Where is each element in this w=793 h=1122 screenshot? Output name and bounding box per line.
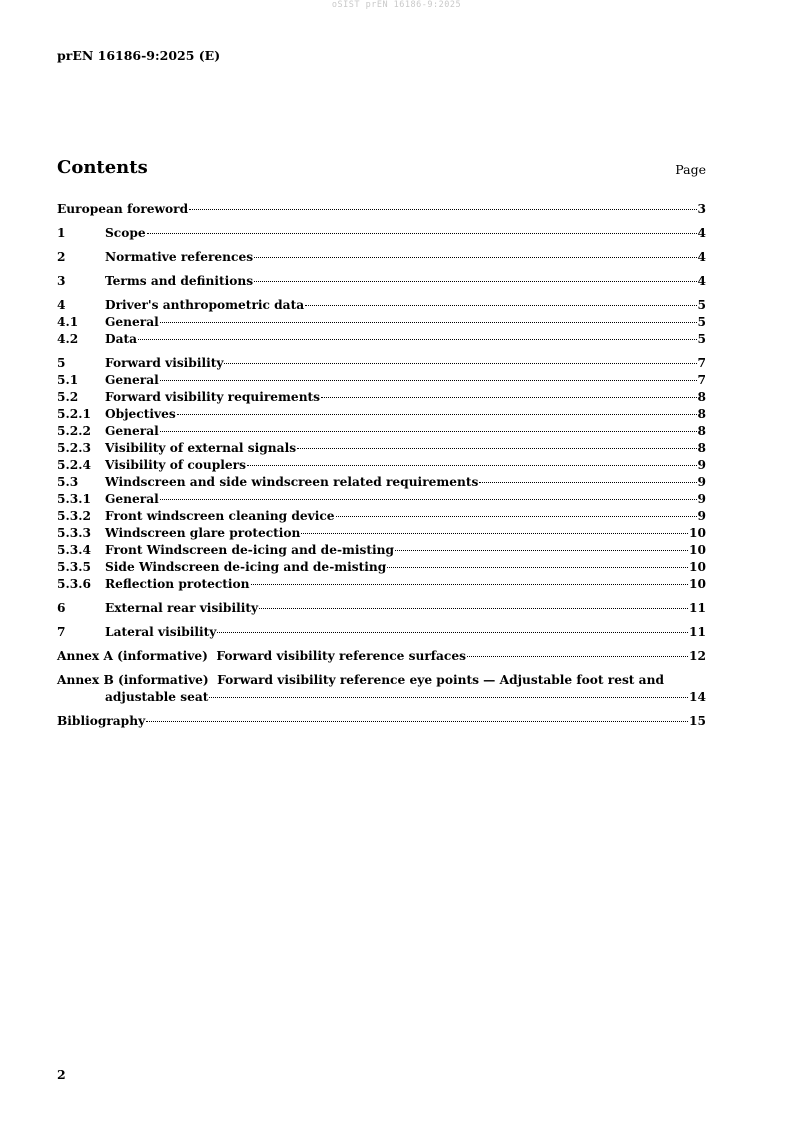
- document-id: prEN 16186-9:2025 (E): [57, 48, 221, 63]
- toc-entry-page: 8: [697, 407, 706, 421]
- dot-leader: [251, 584, 688, 585]
- dot-leader: [160, 322, 697, 323]
- toc-entry-number: 5.3: [57, 475, 79, 489]
- toc-entry-4-1[interactable]: [57, 314, 706, 331]
- toc-entry-page: 11: [689, 625, 706, 639]
- toc-entry-number: 5.2.2: [57, 424, 91, 438]
- toc-entry-page: 4: [697, 250, 706, 264]
- toc-entry-title: Forward visibility: [105, 356, 224, 370]
- toc-entry-title: Front windscreen cleaning device: [105, 509, 335, 523]
- toc-entry-number: 5.3.5: [57, 560, 91, 574]
- toc-entry-page: 9: [697, 509, 706, 523]
- toc-entry-title: External rear visibility: [105, 601, 259, 615]
- toc-entry-title: General: [105, 424, 159, 438]
- toc-entry-title: Objectives: [105, 407, 176, 421]
- dot-leader: [189, 209, 696, 210]
- toc-entry-title: Scope: [105, 226, 146, 240]
- toc-entry-number: 5.3.6: [57, 577, 91, 591]
- dot-leader: [247, 465, 697, 466]
- toc-entry-title-line2-row: [57, 689, 706, 706]
- toc-entry-number: 5.1: [57, 373, 79, 387]
- toc-entry-5-3-1[interactable]: [57, 491, 706, 508]
- dot-leader: [160, 499, 697, 500]
- toc-entry-number: 5.2.3: [57, 441, 91, 455]
- dot-leader: [301, 533, 688, 534]
- toc-entry-rear-visibility[interactable]: [57, 600, 706, 617]
- dot-leader: [138, 339, 697, 340]
- toc-entry-title: Forward visibility requirements: [105, 390, 321, 404]
- toc-entry-title: Terms and definitions: [105, 274, 254, 288]
- dot-leader: [217, 632, 688, 633]
- toc-entry-title: Data: [105, 332, 137, 346]
- toc-entry-page: 8: [697, 424, 706, 438]
- toc-entry-title: Front Windscreen de-icing and de-misting: [105, 543, 395, 557]
- toc-entry-number: 4.2: [57, 332, 79, 346]
- dot-leader: [254, 257, 696, 258]
- toc-entry-title: Windscreen glare protection: [105, 526, 301, 540]
- toc-entry-page: 10: [689, 560, 706, 574]
- toc-entry-title: Side Windscreen de-icing and de-misting: [105, 560, 387, 574]
- dot-leader: [224, 363, 696, 364]
- dot-leader: [160, 380, 697, 381]
- toc-entry-5-2-3[interactable]: [57, 440, 706, 457]
- toc-entry-forward-visibility[interactable]: [57, 355, 706, 372]
- toc-entry-title: European foreword: [57, 202, 189, 216]
- toc-entry-page: 8: [697, 441, 706, 455]
- toc-entry-number: 3: [57, 274, 66, 288]
- toc-entry-anthropometric-data[interactable]: [57, 297, 706, 314]
- toc-entry-title: General: [105, 315, 159, 329]
- toc-entry-number: 5.3.3: [57, 526, 91, 540]
- toc-entry-title: Normative references: [105, 250, 254, 264]
- toc-entry-page: 3: [697, 202, 706, 216]
- toc-entry-5-1[interactable]: [57, 372, 706, 389]
- toc-entry-4-2[interactable]: [57, 331, 706, 348]
- toc-entry-5-3-3[interactable]: [57, 525, 706, 542]
- toc-entry-page: 7: [697, 356, 706, 370]
- toc-entry-page: 4: [697, 274, 706, 288]
- toc-entry-title: Reflection protection: [105, 577, 250, 591]
- dot-leader: [259, 608, 688, 609]
- toc-entry-title: Visibility of external signals: [105, 441, 297, 455]
- toc-entry-number: 6: [57, 601, 66, 615]
- dot-leader: [254, 281, 696, 282]
- toc-entry-page: 10: [689, 543, 706, 557]
- toc-entry-title: Annex A (informative) Forward visibility reference surfaces: [57, 649, 466, 663]
- toc-entry-page: 12: [689, 649, 706, 663]
- toc-entry-page: 4: [697, 226, 706, 240]
- toc-entry-number: 4.1: [57, 315, 79, 329]
- toc-entry-page: 15: [689, 714, 706, 728]
- toc-entry-normative-references[interactable]: [57, 249, 706, 266]
- toc-entry-page: 9: [697, 458, 706, 472]
- dot-leader: [395, 550, 688, 551]
- toc-entry-lateral-visibility[interactable]: [57, 624, 706, 641]
- toc-entry-number: 5.2.1: [57, 407, 91, 421]
- toc-entry-5-2-1[interactable]: [57, 406, 706, 423]
- watermark: oSIST prEN 16186-9:2025: [331, 0, 462, 10]
- toc-entry-page: 14: [689, 690, 706, 704]
- toc-entry-number: 5.2: [57, 390, 79, 404]
- dot-leader: [297, 448, 696, 449]
- toc-entry-5-3[interactable]: [57, 474, 706, 491]
- toc-entry-5-3-5[interactable]: [57, 559, 706, 576]
- toc-entry-page: 9: [697, 492, 706, 506]
- toc-entry-page: 5: [697, 315, 706, 329]
- toc-entry-5-2-2[interactable]: [57, 423, 706, 440]
- toc-entry-bibliography[interactable]: [57, 713, 706, 730]
- dot-leader: [177, 414, 697, 415]
- dot-leader: [209, 697, 688, 698]
- toc-entry-page: 7: [697, 373, 706, 387]
- table-of-contents: [57, 201, 706, 730]
- toc-entry-number: 7: [57, 625, 66, 639]
- toc-entry-number: 5.3.2: [57, 509, 91, 523]
- page-column-label: Page: [675, 162, 706, 177]
- toc-entry-title: Windscreen and side windscreen related requirements: [105, 475, 479, 489]
- toc-entry-page: 5: [697, 298, 706, 312]
- toc-entry-title: Visibility of couplers: [105, 458, 246, 472]
- dot-leader: [467, 656, 688, 657]
- toc-entry-5-3-4[interactable]: [57, 542, 706, 559]
- toc-entry-scope[interactable]: [57, 225, 706, 242]
- toc-entry-number: 2: [57, 250, 66, 264]
- dot-leader: [321, 397, 696, 398]
- toc-entry-page: 11: [689, 601, 706, 615]
- toc-entry-page: 9: [697, 475, 706, 489]
- dot-leader: [147, 233, 697, 234]
- toc-entry-number: 5.2.4: [57, 458, 91, 472]
- toc-entry-page: 10: [689, 526, 706, 540]
- toc-entry-number: 5.3.4: [57, 543, 91, 557]
- toc-entry-title-line2: adjustable seat: [105, 690, 209, 704]
- toc-entry-number: 5.3.1: [57, 492, 91, 506]
- toc-entry-5-3-2[interactable]: [57, 508, 706, 525]
- toc-entry-number: 5: [57, 356, 66, 370]
- toc-entry-foreword[interactable]: [57, 201, 706, 218]
- dot-leader: [160, 431, 697, 432]
- toc-entry-title: Driver's anthropometric data: [105, 298, 305, 312]
- dot-leader: [146, 721, 688, 722]
- dot-leader: [305, 305, 696, 306]
- page-number: 2: [57, 1067, 66, 1082]
- toc-entry-5-2-4[interactable]: [57, 457, 706, 474]
- toc-entry-number: 1: [57, 226, 66, 240]
- toc-entry-page: 10: [689, 577, 706, 591]
- toc-entry-title: Lateral visibility: [105, 625, 217, 639]
- toc-entry-title: General: [105, 373, 159, 387]
- toc-entry-5-3-6[interactable]: [57, 576, 706, 593]
- dot-leader: [387, 567, 688, 568]
- dot-leader: [479, 482, 696, 483]
- contents-heading: Contents: [57, 157, 148, 178]
- toc-entry-5-2[interactable]: [57, 389, 706, 406]
- toc-entry-page: 5: [697, 332, 706, 346]
- toc-entry-terms[interactable]: [57, 273, 706, 290]
- toc-entry-title: Bibliography: [57, 714, 146, 728]
- dot-leader: [336, 516, 697, 517]
- toc-entry-page: 8: [697, 390, 706, 404]
- toc-entry-title: General: [105, 492, 159, 506]
- toc-entry-title-line1: Annex B (informative) Forward visibility reference eye points — Adjustable foot rest and: [57, 673, 664, 687]
- toc-entry-number: 4: [57, 298, 66, 312]
- toc-entry-annex-a[interactable]: [57, 648, 706, 665]
- toc-entry-annex-b[interactable]: [57, 672, 706, 706]
